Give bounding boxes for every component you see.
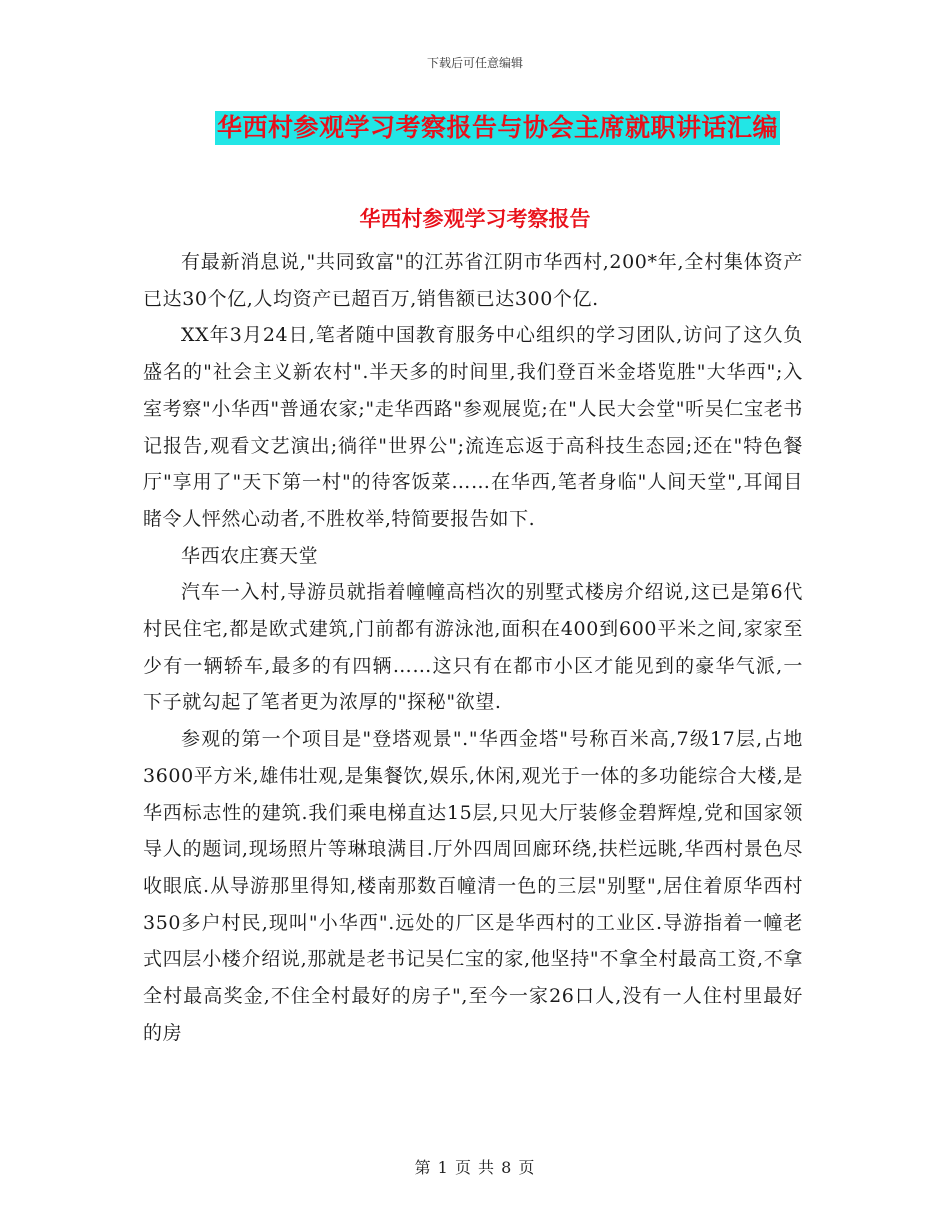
page-number: 第 1 页 共 8 页 — [414, 1158, 536, 1177]
document-title-container — [0, 111, 950, 145]
page-header-note: 下载后可任意编辑 — [426, 56, 523, 70]
subheading: 华西农庄赛天堂 — [181, 544, 319, 567]
section-title: 华西村参观学习考察报告 — [359, 207, 591, 231]
paragraph: 参观的第一个项目是"登塔观景"."华西金塔"号称百米高,7级17层,占地3600平方米,雄伟壮观,是集餐饮,娱乐,休闲,观光于一体的多功能综合大楼,是华西标志性的建筑.我们乘电梯直达15层,只见大厅装修金碧辉煌,党和国家领导人的题词,现场照片等琳琅满目.厅外四周回廊环绕,扶栏远眺,华西村景色尽收眼底.从导游那里得知,楼南那数百幢清一色的三层"别墅",居住着原华西村350多户村民,现叫"小华西".远处的厂区是华西村的工业区.导游指着一幢老式四层小楼介绍说,那就是老书记吴仁宝的家,他坚持"不拿全村最高工资,不拿全村最高奖金,不住全村最好的房子",至今一家26口人,没有一人住村里最好的房 — [143, 728, 803, 1044]
paragraph: 汽车一入村,导游员就指着幢幢高档次的别墅式楼房介绍说,这已是第6代村民住宅,都是欧式建筑,门前都有游泳池,面积在400到600平米之间,家家至少有一辆轿车,最多的有四辆……这只有在都市小区才能见到的豪华气派,一下子就勾起了笔者更为浓厚的"探秘"欲望. — [143, 581, 803, 714]
paragraph: XX年3月24日,笔者随中国教育服务中心组织的学习团队,访问了这久负盛名的"社会主义新农村".半天多的时间里,我们登百米金塔览胜"大华西";入室考察"小华西"普通农家;"走华西路"参观展览;在"人民大会堂"听吴仁宝老书记报告,观看文艺演出;徜徉"世界公";流连忘返于高科技生态园;还在"特色餐厅"享用了"天下第一村"的待客饭菜……在华西,笔者身临"人间天堂",耳闻目睹令人怦然心动者,不胜枚举,特简要报告如下. — [143, 324, 803, 530]
document-body — [143, 244, 803, 1051]
paragraph: 有最新消息说,"共同致富"的江苏省江阴市华西村,200*年,全村集体资产已达30个亿,人均资产已超百万,销售额已达300个亿. — [143, 251, 803, 310]
document-title: 华西村参观学习考察报告与协会主席就职讲话汇编 — [215, 111, 780, 145]
